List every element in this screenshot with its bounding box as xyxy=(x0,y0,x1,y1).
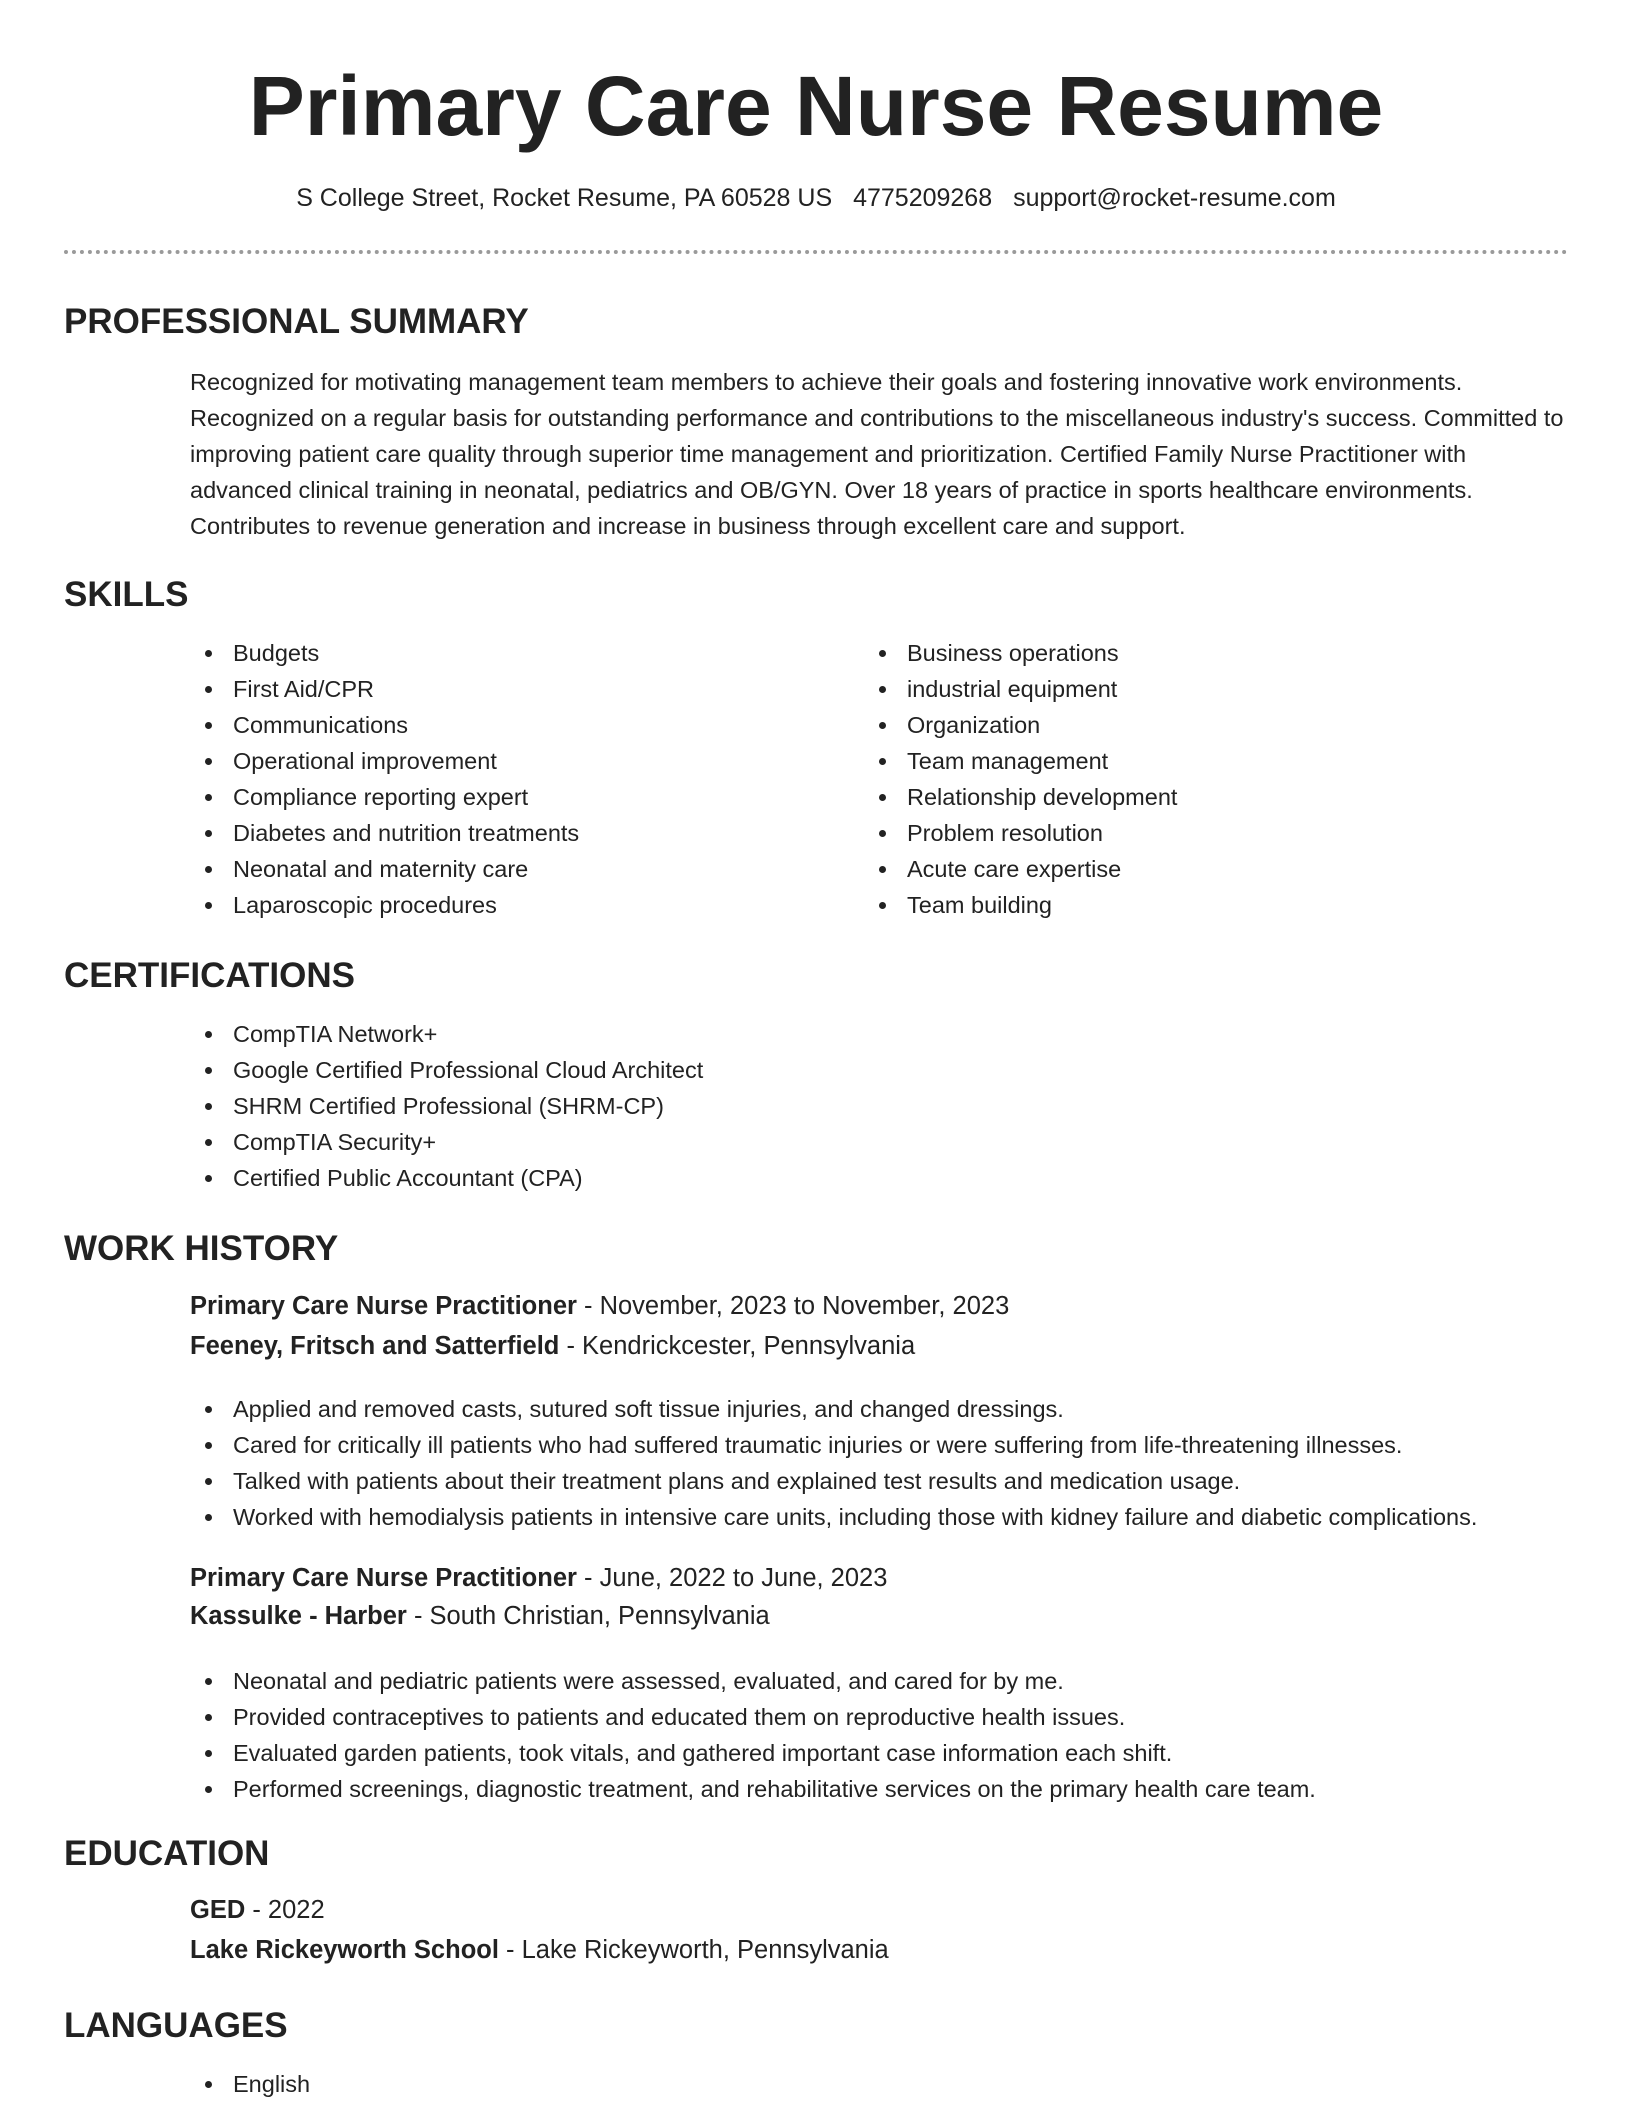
skill-item: First Aid/CPR xyxy=(190,671,830,707)
job-location: - Kendrickcester, Pennsylvania xyxy=(559,1332,916,1360)
certification-item: Certified Public Accountant (CPA) xyxy=(190,1160,1390,1196)
certification-item: CompTIA Security+ xyxy=(190,1124,1390,1160)
skill-item: Communications xyxy=(190,707,830,743)
skill-item: Team management xyxy=(864,743,1504,779)
section-heading-skills: SKILLS xyxy=(64,575,189,614)
section-heading-education: EDUCATION xyxy=(64,1834,270,1873)
resume-title: Primary Care Nurse Resume xyxy=(248,59,1384,153)
job-dates: - June, 2022 to June, 2023 xyxy=(576,1564,888,1592)
section-heading-languages: LANGUAGES xyxy=(64,2006,288,2045)
summary-text: Recognized for motivating management team members to achieve their goals and fostering innovative work environments. Recognized on a regular basis for outstanding performance and contributions to the miscellaneous industry's success. Committed to improving patient care quality through superior time management and prioritization. Certified Family Nurse Practitioner with advanced clinical training in neonatal, pediatrics and OB/GYN. Over 18 years of practice in sports healthcare environments. Contributes to revenue generation and increase in business through excellent care and support. xyxy=(190,369,1564,539)
job-bullet: Provided contraceptives to patients and educated them on reproductive health issues. xyxy=(190,1699,1590,1735)
education-school: Lake Rickeyworth School xyxy=(190,1936,499,1964)
education-school-line xyxy=(190,1932,889,1968)
skills-list-left xyxy=(190,635,830,923)
job-2-bullets xyxy=(190,1663,1590,1807)
job-bullet: Cared for critically ill patients who had suffered traumatic injuries or were suffering from life-threatening illnesses. xyxy=(190,1427,1590,1463)
job-bullet: Applied and removed casts, sutured soft tissue injuries, and changed dressings. xyxy=(190,1391,1590,1427)
skill-item: Diabetes and nutrition treatments xyxy=(190,815,830,851)
job-1-company-line xyxy=(190,1328,915,1364)
education-degree-line xyxy=(190,1892,325,1928)
contact-address: S College Street, Rocket Resume, PA 60528 US xyxy=(296,184,833,212)
job-bullet: Worked with hemodialysis patients in intensive care units, including those with kidney failure and diabetic complications. xyxy=(190,1499,1590,1535)
skill-item: Acute care expertise xyxy=(864,851,1504,887)
job-2-title-line xyxy=(190,1560,887,1596)
job-bullet: Talked with patients about their treatment plans and explained test results and medication usage. xyxy=(190,1463,1590,1499)
skill-item: Budgets xyxy=(190,635,830,671)
contact-phone: 4775209268 xyxy=(853,184,993,212)
language-item: English xyxy=(190,2066,790,2102)
section-heading-certifications: CERTIFICATIONS xyxy=(64,956,356,995)
header-divider xyxy=(64,250,1568,254)
contact-email: support@rocket-resume.com xyxy=(1013,184,1336,212)
skill-item: Operational improvement xyxy=(190,743,830,779)
education-location: - Lake Rickeyworth, Pennsylvania xyxy=(498,1936,889,1964)
job-company: Feeney, Fritsch and Satterfield xyxy=(190,1332,560,1360)
job-bullet: Evaluated garden patients, took vitals, and gathered important case information each shift. xyxy=(190,1735,1590,1771)
skill-item: Organization xyxy=(864,707,1504,743)
skills-list-right xyxy=(864,635,1504,923)
job-1-bullets xyxy=(190,1391,1590,1535)
skill-item: Compliance reporting expert xyxy=(190,779,830,815)
skill-item: Team building xyxy=(864,887,1504,923)
section-heading-summary: PROFESSIONAL SUMMARY xyxy=(64,302,529,341)
job-dates: - November, 2023 to November, 2023 xyxy=(576,1292,1010,1320)
section-heading-work-history: WORK HISTORY xyxy=(64,1229,339,1268)
certifications-list xyxy=(190,1016,1390,1196)
skill-item: Laparoscopic procedures xyxy=(190,887,830,923)
job-2-company-line xyxy=(190,1598,770,1634)
skill-item: Neonatal and maternity care xyxy=(190,851,830,887)
job-1-title-line xyxy=(190,1288,1009,1324)
education-degree: GED xyxy=(190,1896,246,1924)
certification-item: CompTIA Network+ xyxy=(190,1016,1390,1052)
education-year: - 2022 xyxy=(245,1896,325,1924)
skill-item: Problem resolution xyxy=(864,815,1504,851)
skill-item: Relationship development xyxy=(864,779,1504,815)
job-bullet: Performed screenings, diagnostic treatment, and rehabilitative services on the primary health care team. xyxy=(190,1771,1590,1807)
certification-item: Google Certified Professional Cloud Architect xyxy=(190,1052,1390,1088)
job-bullet: Neonatal and pediatric patients were assessed, evaluated, and cared for by me. xyxy=(190,1663,1590,1699)
certification-item: SHRM Certified Professional (SHRM-CP) xyxy=(190,1088,1390,1124)
job-title: Primary Care Nurse Practitioner xyxy=(190,1564,577,1592)
skill-item: Business operations xyxy=(864,635,1504,671)
job-title: Primary Care Nurse Practitioner xyxy=(190,1292,577,1320)
contact-line xyxy=(0,180,1632,216)
job-company: Kassulke - Harber xyxy=(190,1602,407,1630)
job-location: - South Christian, Pennsylvania xyxy=(406,1602,770,1630)
languages-list xyxy=(190,2066,790,2102)
skill-item: industrial equipment xyxy=(864,671,1504,707)
